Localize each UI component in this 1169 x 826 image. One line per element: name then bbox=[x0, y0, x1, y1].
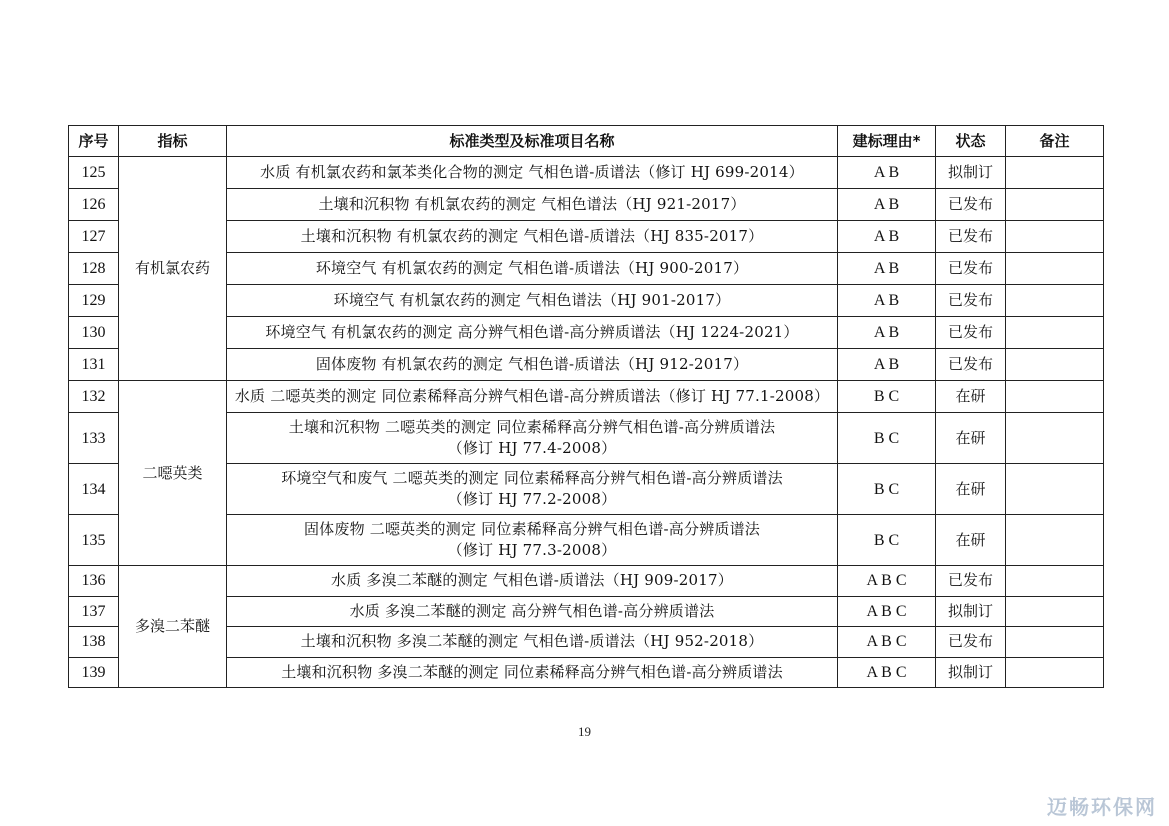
cell-name-line1: 环境空气和废气 二噁英类的测定 同位素稀释高分辨气相色谱-高分辨质谱法 bbox=[281, 469, 783, 487]
header-seq: 序号 bbox=[69, 126, 119, 157]
cell-seq: 132 bbox=[69, 381, 119, 413]
cell-remark bbox=[1006, 413, 1104, 464]
cell-reason: A B C bbox=[838, 566, 936, 597]
cell-status: 拟制订 bbox=[936, 657, 1006, 688]
header-remark: 备注 bbox=[1006, 126, 1104, 157]
table-row bbox=[69, 566, 1104, 597]
cell-remark bbox=[1006, 464, 1104, 515]
cell-remark bbox=[1006, 657, 1104, 688]
cell-status: 已发布 bbox=[936, 349, 1006, 381]
cell-remark bbox=[1006, 627, 1104, 658]
cell-seq: 131 bbox=[69, 349, 119, 381]
cell-status: 在研 bbox=[936, 413, 1006, 464]
cell-status: 已发布 bbox=[936, 317, 1006, 349]
cell-remark bbox=[1006, 253, 1104, 285]
header-reason: 建标理由* bbox=[838, 126, 936, 157]
cell-name: 环境空气 有机氯农药的测定 气相色谱-质谱法（HJ 900-2017） bbox=[227, 253, 838, 285]
cell-reason: A B bbox=[838, 157, 936, 189]
watermark-logo: 迈畅环保网 bbox=[1047, 795, 1157, 819]
cell-name: 水质 多溴二苯醚的测定 高分辨气相色谱-高分辨质谱法 bbox=[227, 596, 838, 627]
cell-name bbox=[227, 464, 838, 515]
cell-seq: 125 bbox=[69, 157, 119, 189]
cell-name: 水质 多溴二苯醚的测定 气相色谱-质谱法（HJ 909-2017） bbox=[227, 566, 838, 597]
cell-remark bbox=[1006, 381, 1104, 413]
cell-seq: 128 bbox=[69, 253, 119, 285]
cell-seq: 133 bbox=[69, 413, 119, 464]
cell-remark bbox=[1006, 157, 1104, 189]
cell-seq: 129 bbox=[69, 285, 119, 317]
cell-name: 水质 有机氯农药和氯苯类化合物的测定 气相色谱-质谱法（修订 HJ 699-2014） bbox=[227, 157, 838, 189]
cell-remark bbox=[1006, 515, 1104, 566]
cell-status: 已发布 bbox=[936, 221, 1006, 253]
cell-remark bbox=[1006, 349, 1104, 381]
cell-remark bbox=[1006, 317, 1104, 349]
cell-name-line1: 固体废物 二噁英类的测定 同位素稀释高分辨气相色谱-高分辨质谱法 bbox=[303, 520, 760, 538]
cell-name: 水质 二噁英类的测定 同位素稀释高分辨气相色谱-高分辨质谱法（修订 HJ 77.1-2008） bbox=[227, 381, 838, 413]
group-organochlorine: 有机氯农药 bbox=[119, 157, 227, 381]
cell-status: 已发布 bbox=[936, 189, 1006, 221]
cell-seq: 134 bbox=[69, 464, 119, 515]
page-number: 19 bbox=[578, 724, 591, 739]
cell-remark bbox=[1006, 566, 1104, 597]
cell-remark bbox=[1006, 221, 1104, 253]
cell-reason: B C bbox=[838, 464, 936, 515]
cell-status: 拟制订 bbox=[936, 596, 1006, 627]
cell-seq: 138 bbox=[69, 627, 119, 658]
cell-name-line2: （修订 HJ 77.4-2008） bbox=[447, 439, 617, 457]
cell-status: 已发布 bbox=[936, 627, 1006, 658]
cell-reason: A B C bbox=[838, 657, 936, 688]
cell-reason: A B bbox=[838, 189, 936, 221]
cell-reason: A B bbox=[838, 221, 936, 253]
cell-name: 土壤和沉积物 多溴二苯醚的测定 同位素稀释高分辨气相色谱-高分辨质谱法 bbox=[227, 657, 838, 688]
cell-reason: B C bbox=[838, 413, 936, 464]
cell-seq: 136 bbox=[69, 566, 119, 597]
cell-seq: 139 bbox=[69, 657, 119, 688]
cell-name-line1: 土壤和沉积物 二噁英类的测定 同位素稀释高分辨气相色谱-高分辨质谱法 bbox=[288, 418, 776, 436]
table-row bbox=[69, 157, 1104, 189]
cell-remark bbox=[1006, 189, 1104, 221]
cell-reason: A B C bbox=[838, 596, 936, 627]
standards-table bbox=[68, 125, 1104, 688]
cell-reason: A B bbox=[838, 349, 936, 381]
cell-reason: B C bbox=[838, 515, 936, 566]
header-status: 状态 bbox=[936, 126, 1006, 157]
cell-reason: A B bbox=[838, 285, 936, 317]
cell-status: 拟制订 bbox=[936, 157, 1006, 189]
cell-reason: B C bbox=[838, 381, 936, 413]
cell-name: 环境空气 有机氯农药的测定 高分辨气相色谱-高分辨质谱法（HJ 1224-2021） bbox=[227, 317, 838, 349]
cell-seq: 126 bbox=[69, 189, 119, 221]
cell-reason: A B C bbox=[838, 627, 936, 658]
group-dioxin: 二噁英类 bbox=[119, 381, 227, 566]
cell-status: 已发布 bbox=[936, 285, 1006, 317]
cell-status: 在研 bbox=[936, 515, 1006, 566]
cell-name: 固体废物 有机氯农药的测定 气相色谱-质谱法（HJ 912-2017） bbox=[227, 349, 838, 381]
cell-reason: A B bbox=[838, 253, 936, 285]
cell-name: 土壤和沉积物 多溴二苯醚的测定 气相色谱-质谱法（HJ 952-2018） bbox=[227, 627, 838, 658]
header-indicator: 指标 bbox=[119, 126, 227, 157]
cell-name: 环境空气 有机氯农药的测定 气相色谱法（HJ 901-2017） bbox=[227, 285, 838, 317]
cell-name: 土壤和沉积物 有机氯农药的测定 气相色谱-质谱法（HJ 835-2017） bbox=[227, 221, 838, 253]
cell-name-line2: （修订 HJ 77.2-2008） bbox=[447, 490, 617, 508]
group-pbde: 多溴二苯醚 bbox=[119, 566, 227, 688]
header-name: 标准类型及标准项目名称 bbox=[227, 126, 838, 157]
cell-status: 在研 bbox=[936, 381, 1006, 413]
cell-name bbox=[227, 515, 838, 566]
cell-reason: A B bbox=[838, 317, 936, 349]
cell-status: 已发布 bbox=[936, 253, 1006, 285]
cell-seq: 127 bbox=[69, 221, 119, 253]
cell-name bbox=[227, 413, 838, 464]
table-header-row bbox=[69, 126, 1104, 157]
cell-status: 已发布 bbox=[936, 566, 1006, 597]
cell-seq: 130 bbox=[69, 317, 119, 349]
cell-seq: 137 bbox=[69, 596, 119, 627]
cell-name: 土壤和沉积物 有机氯农药的测定 气相色谱法（HJ 921-2017） bbox=[227, 189, 838, 221]
cell-status: 在研 bbox=[936, 464, 1006, 515]
table-row bbox=[69, 381, 1104, 413]
cell-seq: 135 bbox=[69, 515, 119, 566]
cell-remark bbox=[1006, 596, 1104, 627]
cell-remark bbox=[1006, 285, 1104, 317]
cell-name-line2: （修订 HJ 77.3-2008） bbox=[447, 541, 617, 559]
